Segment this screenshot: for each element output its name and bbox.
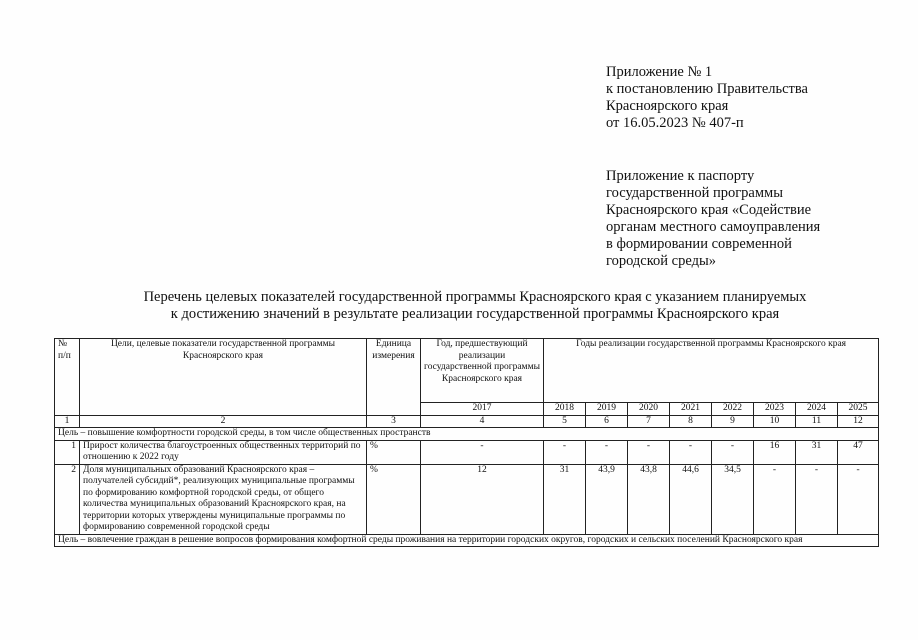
row-value: 43,8 [628,464,670,534]
year-cell: 2021 [670,403,712,416]
row-value: - [586,440,628,464]
column-number: 8 [670,415,712,428]
goal-row [55,534,879,547]
header-num: № п/п [55,339,80,416]
appendix-line: Приложение № 1 [606,64,713,80]
row-value: - [628,440,670,464]
year-cell: 2017 [421,403,544,416]
column-number: 6 [586,415,628,428]
passport-line: городской среды» [606,253,716,269]
title-line-2: к достижению значений в результате реализации государственной программы Красноярского края [170,306,780,322]
column-number: 11 [796,415,838,428]
column-number: 4 [421,415,544,428]
column-number: 1 [55,415,80,428]
year-cell: 2023 [754,403,796,416]
year-cell: 2019 [586,403,628,416]
row-value: 31 [796,440,838,464]
row-value: - [544,440,586,464]
header-prev-year: Год, предшествующий реализации государственной программы Красноярского края [421,339,544,403]
row-value: 44,6 [670,464,712,534]
row-value: - [670,440,712,464]
table-row [55,440,879,464]
row-value: - [754,464,796,534]
passport-line: Приложение к паспорту [606,168,755,184]
appendix-header [606,64,820,270]
passport-line: органам местного самоуправления [606,219,821,235]
row-unit: % [367,464,421,534]
row-value: - [796,464,838,534]
row-value: 16 [754,440,796,464]
row-num: 1 [55,440,80,464]
goal-row [55,428,879,441]
row-indicator: Доля муниципальных образований Красноярского края – получателей субсидий*, реализующих муниципальные программы по формированию комфортной городской среды, от общего количества муниципальных образований Красноярского края, на территории которых утверждены муниципальные программы по формированию современной городской среды [80,464,367,534]
year-cell: 2018 [544,403,586,416]
passport-line: государственной программы [606,185,783,201]
row-unit: % [367,440,421,464]
goal-1-text: Цель – повышение комфортности городской среды, в том числе общественных пространств [55,428,879,441]
goal-2-text: Цель – вовлечение граждан в решение вопросов формирования комфортной среды проживания на территории городских округов, городских и сельских поселений Красноярского края [55,534,879,547]
appendix-line: к постановлению Правительства [606,81,808,97]
row-num: 2 [55,464,80,534]
header-row [55,339,879,403]
header-goal: Цели, целевые показатели государственной программы Красноярского края [80,339,367,416]
year-cell: 2020 [628,403,670,416]
appendix-line: Красноярского края [606,98,729,114]
row-value: 47 [838,440,879,464]
passport-line: в формировании современной [606,236,792,252]
document-title [60,289,890,323]
row-prev-value: 12 [421,464,544,534]
column-number: 3 [367,415,421,428]
year-cell: 2025 [838,403,879,416]
row-value: 34,5 [712,464,754,534]
column-number: 5 [544,415,586,428]
indicators-table [54,338,879,547]
row-indicator: Прирост количества благоустроенных общественных территорий по отношению к 2022 году [80,440,367,464]
row-value: - [838,464,879,534]
header-impl-years: Годы реализации государственной программы Красноярского края [544,339,879,403]
row-value: 43,9 [586,464,628,534]
column-number-row [55,415,879,428]
year-cell: 2024 [796,403,838,416]
column-number: 9 [712,415,754,428]
appendix-line: от 16.05.2023 № 407-п [606,115,744,131]
column-number: 10 [754,415,796,428]
row-value: - [712,440,754,464]
title-line-1: Перечень целевых показателей государственной программы Красноярского края с указанием планируемых [143,289,807,305]
column-number: 2 [80,415,367,428]
row-prev-value: - [421,440,544,464]
table-row [55,464,879,534]
row-value: 31 [544,464,586,534]
passport-line: Красноярского края «Содействие [606,202,812,218]
header-unit: Единица измерения [367,339,421,416]
column-number: 7 [628,415,670,428]
column-number: 12 [838,415,879,428]
year-cell: 2022 [712,403,754,416]
